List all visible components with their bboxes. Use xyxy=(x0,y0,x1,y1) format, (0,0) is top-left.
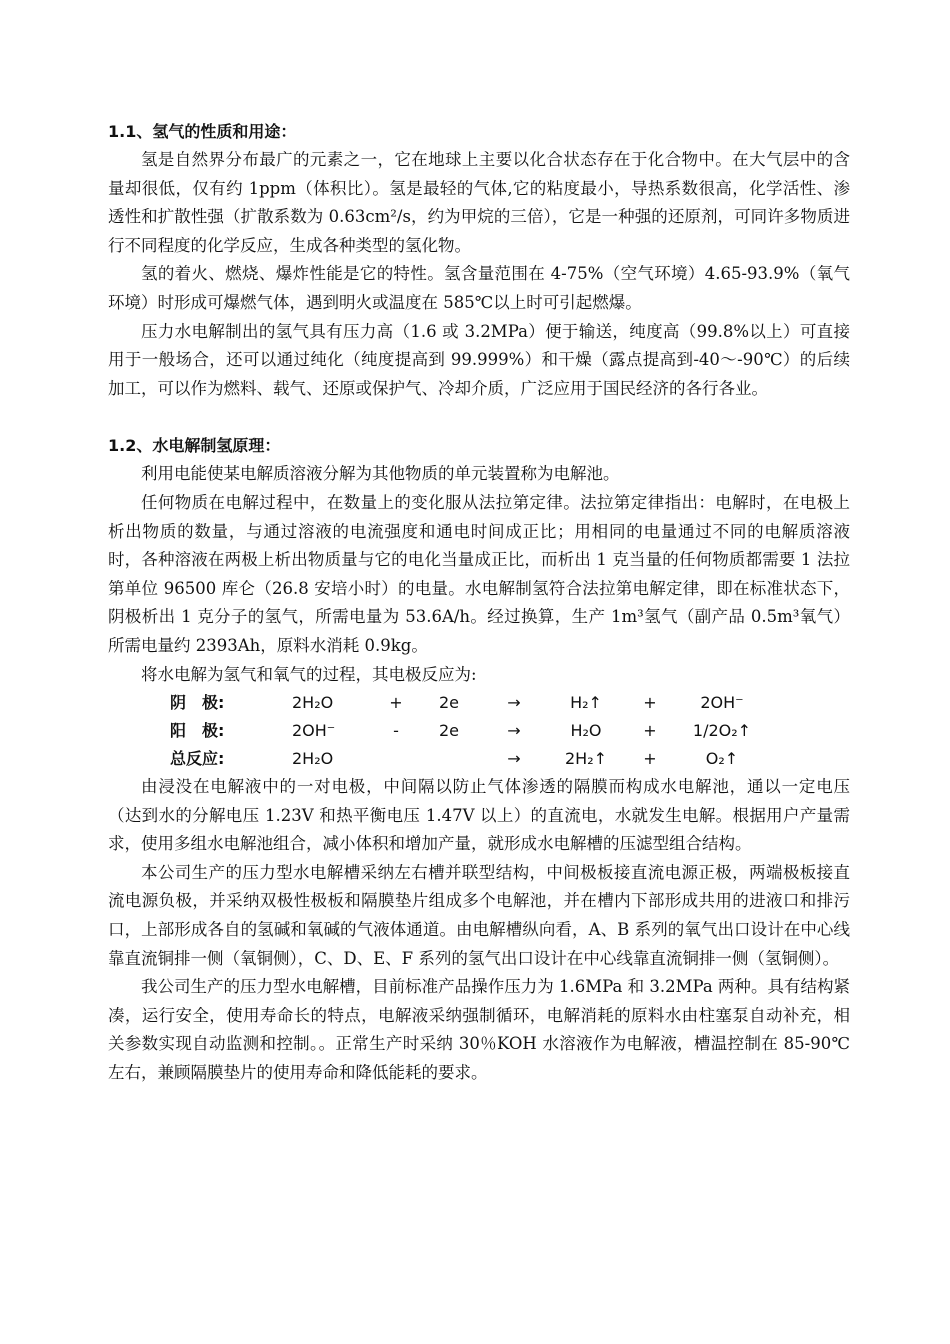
reactant-1: 2H₂O xyxy=(292,693,334,713)
product-2: 2OH⁻ xyxy=(700,693,744,713)
reaction-row-cathode xyxy=(170,689,772,717)
reactant-2: 2e xyxy=(438,693,460,713)
reactant-1: 2OH⁻ xyxy=(292,721,336,741)
operator: + xyxy=(643,693,657,713)
product-1: 2H₂↑ xyxy=(564,749,608,769)
reaction-row-overall xyxy=(170,745,772,773)
section-2-paragraph: 将水电解为氢气和氧气的过程，其电极反应为: xyxy=(141,664,477,684)
section-1-heading: 1.1、氢气的性质和用途： xyxy=(108,122,297,141)
reactant-2 xyxy=(414,745,484,773)
reactant-1: 2H₂O xyxy=(292,749,334,769)
operator: + xyxy=(643,749,657,769)
reaction-row-anode xyxy=(170,717,772,745)
electrode-reactions-table xyxy=(170,689,772,773)
section-1-paragraph: 氢是自然界分布最广的元素之一，它在地球上主要以化合状态存在于化合物中。在大气层中的含量却很低，仅有约 1ppm（体积比）。氢是最轻的气体,它的粘度最小，导热系数很高，化学活性、渗透性和扩散性强（扩散系数为 0.63cm²/s，约为甲烷的三倍），它是一种强的还原剂，可同许多物质进行不同程度的化学反应，生成各种类型的氢化物。 xyxy=(108,150,850,255)
product-2: 1/2O₂↑ xyxy=(692,721,752,741)
product-2: O₂↑ xyxy=(705,749,739,769)
section-1-paragraph: 氢的着火、燃烧、爆炸性能是它的特性。氢含量范围在 4-75%（空气环境）4.65-93.9%（氧气环境）时形成可爆燃气体，遇到明火或温度在 585℃以上时可引起燃爆。 xyxy=(108,264,850,312)
section-1-paragraph: 压力水电解制出的氢气具有压力高（1.6 或 3.2MPa）便于输送，纯度高（99.8%以上）可直接用于一般场合，还可以通过纯化（纯度提高到 99.999%）和干燥（露点提高到-40～-90℃）的后续加工，可以作为燃料、载气、还原或保护气、冷却介质，广泛应用于国民经济的各行各业。 xyxy=(108,321,850,398)
operator: + xyxy=(389,693,403,713)
reaction-arrow: → xyxy=(507,749,521,769)
operator: + xyxy=(643,721,657,741)
operator: - xyxy=(393,721,399,741)
section-2-heading: 1.2、水电解制氢原理： xyxy=(108,436,281,456)
operator xyxy=(378,745,414,773)
reaction-arrow: → xyxy=(507,693,521,713)
reaction-label: 总反应: xyxy=(170,749,225,769)
section-2-paragraph: 利用电能使某电解质溶液分解为其他物质的单元装置称为电解池。 xyxy=(141,464,620,484)
reaction-arrow: → xyxy=(507,721,521,741)
reaction-label: 阴 极: xyxy=(170,693,225,713)
section-2-paragraph: 本公司生产的压力型水电解槽采纳左右槽并联型结构，中间极板接直流电源正极，两端极板接直流电源负极，并采纳双极性极板和隔膜垫片组成多个电解池，并在槽内下部形成共用的进液口和排污口，上部形成各自的氢碱和氧碱的气液体通道。由电解槽纵向看，A、B 系列的氧气出口设计在中心线靠直流铜排一侧（氧铜侧），C、D、E、F 系列的氢气出口设计在中心线靠直流铜排一侧（氢铜侧）。 xyxy=(108,862,850,968)
section-2-paragraph: 由浸没在电解液中的一对电极，中间隔以防止气体渗透的隔膜而构成水电解池，通以一定电压（达到水的分解电压 1.23V 和热平衡电压 1.47V 以上）的直流电，水就发生电解。根据用户产量需求，使用多组水电解池组合，减小体积和增加产量，就形成水电解槽的压滤型组合结构。 xyxy=(108,777,850,854)
section-gap xyxy=(108,403,850,432)
product-1: H₂↑ xyxy=(570,693,602,713)
reactant-2: 2e xyxy=(438,721,460,741)
reaction-label: 阳 极: xyxy=(170,721,225,741)
section-2-paragraph: 任何物质在电解过程中，在数量上的变化服从法拉第定律。法拉第定律指出：电解时，在电极上析出物质的数量，与通过溶液的电流强度和通电时间成正比；用相同的电量通过不同的电解质溶液时，各种溶液在两极上析出物质量与它的电化当量成正比，而析出 1 克当量的任何物质都需要 1 法拉第单位 96500 库仑（26.8 安培小时）的电量。水电解制氢符合法拉第电解定律，即在标准状态下，阴极析出 1 克分子的氢气，所需电量为 53.6A/h。经过换算，生产 1m³氢气（副产品 0.5m³氧气）所需电量约 2393Ah，原料水消耗 0.9kg。 xyxy=(108,492,850,655)
document-page xyxy=(108,118,850,1088)
product-1: H₂O xyxy=(570,721,602,741)
section-2-paragraph: 我公司生产的压力型水电解槽，目前标准产品操作压力为 1.6MPa 和 3.2MPa 两种。具有结构紧凑，运行安全，使用寿命长的特点，电解液采纳强制循环，电解消耗的原料水由柱塞泵自动补充，相关参数实现自动监测和控制。。正常生产时采纳 30％KOH 水溶液作为电解液，槽温控制在 85-90℃左右，兼顾隔膜垫片的使用寿命和降低能耗的要求。 xyxy=(108,977,850,1083)
